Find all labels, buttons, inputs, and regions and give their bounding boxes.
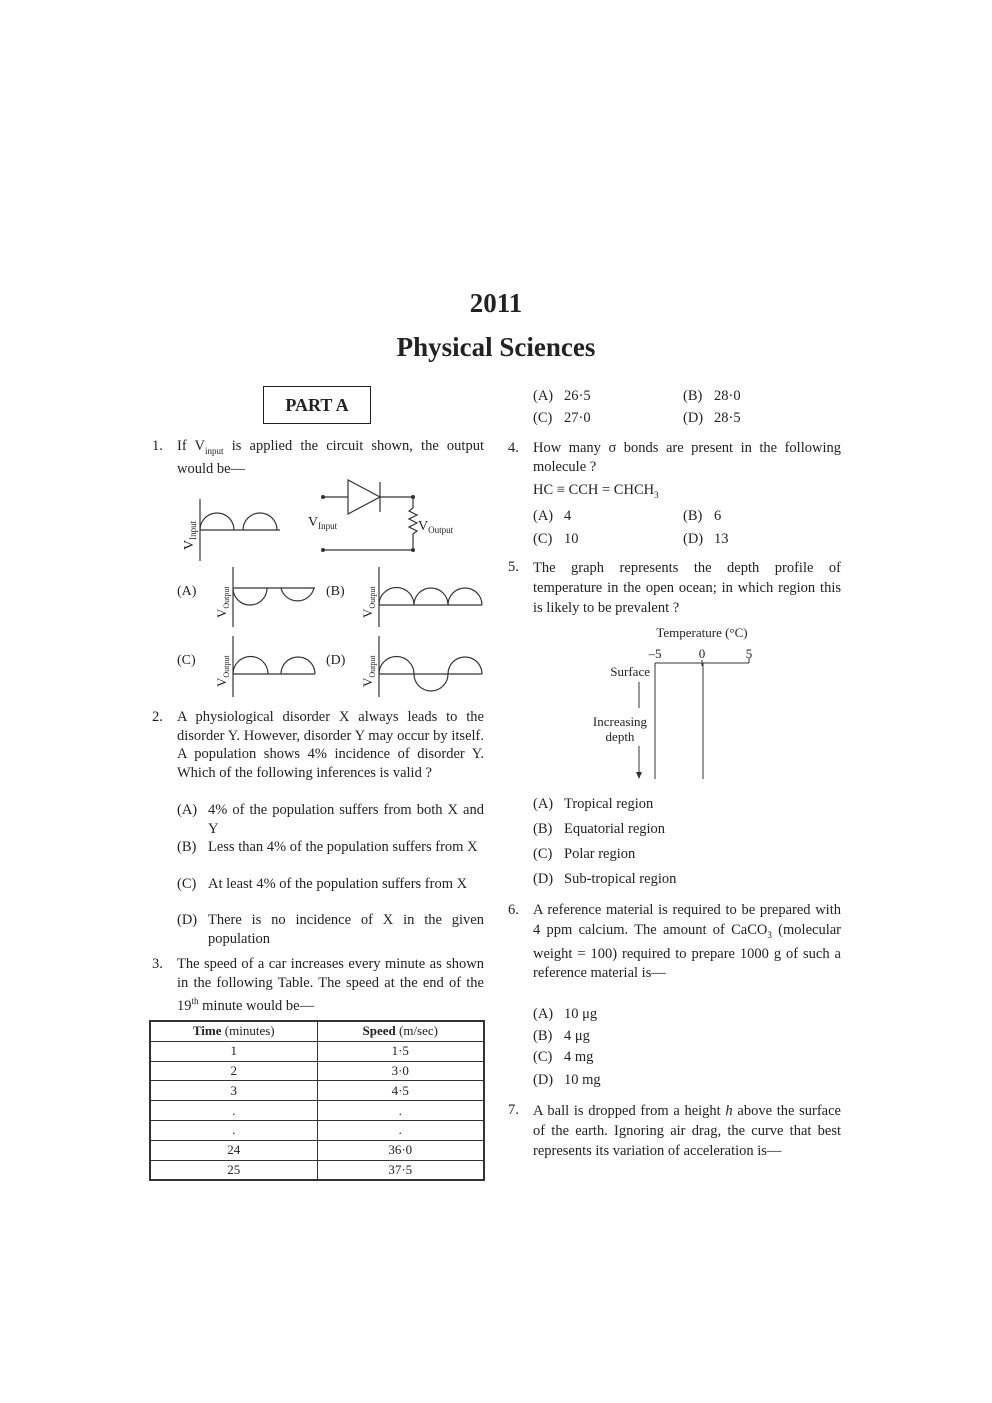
v-input-label: $V_{Input}$ — [308, 515, 338, 531]
question-number: 7. — [508, 1102, 519, 1118]
table-row: 3 4·5 — [150, 1081, 484, 1101]
question-number: 6. — [508, 902, 519, 918]
option-c[interactable] — [177, 875, 484, 894]
option-a[interactable]: (A) Tropical region — [533, 796, 654, 812]
option-text: Less than 4% of the population suffers from X — [208, 839, 478, 855]
col-speed: Speed (m/sec) — [317, 1021, 484, 1041]
tick-label: 0 — [698, 646, 706, 661]
v-output-axis-label: $V_{Output}$ — [214, 655, 231, 687]
tick-label: 5 — [745, 646, 753, 661]
depth-arrow-icon — [636, 772, 642, 779]
v-output-axis-label: $V_{Output}$ — [360, 586, 377, 618]
circuit-diagram — [150, 470, 490, 700]
option-c[interactable]: (C) 10 — [533, 531, 579, 547]
option-a[interactable]: (A) 10 μg — [533, 1006, 598, 1022]
speed-table — [149, 1020, 485, 1181]
question-number: 3. — [152, 956, 163, 972]
option-d-label: (D) — [326, 653, 346, 668]
option-d[interactable]: (D) 13 — [683, 531, 729, 547]
table-row: 1 1·5 — [150, 1041, 484, 1061]
depth-label: depth — [605, 729, 635, 744]
question-number: 1. — [152, 438, 163, 454]
question-number: 5. — [508, 559, 519, 575]
option-text: There is no incidence of X in the given population — [208, 912, 484, 947]
part-label: PART A — [263, 386, 371, 424]
text: minute would be— — [198, 997, 315, 1014]
option-c-label: (C) — [177, 653, 196, 668]
option-letter: (B) — [177, 839, 197, 855]
molecule-formula: HC ≡ CCH = $CHCH_3$ — [533, 482, 659, 500]
option-d[interactable]: (D) Sub-tropical region — [533, 871, 677, 887]
option-letter: (D) — [177, 912, 198, 928]
option-b[interactable] — [177, 838, 484, 857]
question-5-text: The graph represents the depth profile of temperature in the open ocean; in which region this is likely to be prevalent ? — [533, 560, 841, 616]
question-2-text: A physiological disorder X always leads to the disorder Y. However, disorder Y may occur by itself. A population shows 4% incidence of disorder Y. Which of the following inferences is valid ? — [177, 709, 484, 781]
option-a-label: (A) — [177, 584, 197, 599]
question-6-text: A reference material is required to be prepared with 4 ppm calcium. The amount of CaCO$_3$ (molecular weight = 100) required to prepare 1000 g of such a reference material is— — [533, 902, 841, 982]
option-text: 4% of the population suffers from both X and Y — [208, 802, 484, 837]
table-header — [150, 1021, 484, 1041]
option-a[interactable]: (A) 4 — [533, 508, 572, 524]
v-output-axis-label: $V_{Output}$ — [214, 586, 231, 618]
table-row: 24 36·0 — [150, 1140, 484, 1160]
question-number: 4. — [508, 440, 519, 456]
question-number: 2. — [152, 709, 163, 725]
option-d[interactable]: (D) 28·5 — [683, 410, 741, 426]
option-b[interactable]: (B) Equatorial region — [533, 821, 666, 837]
option-text: At least 4% of the population suffers from X — [208, 876, 468, 892]
tick-label: –5 — [648, 646, 662, 661]
v-input-axis-label: $V_{Input}$ — [182, 520, 198, 550]
text: is applied the circuit shown, the output would be— — [177, 438, 484, 478]
year-heading: 2011 — [469, 288, 523, 318]
subscript: input — [205, 445, 224, 456]
option-b[interactable]: (B) 4 μg — [533, 1028, 590, 1044]
question-4-text: How many σ bonds are present in the following molecule ? — [533, 440, 841, 475]
option-b[interactable]: (B) 6 — [683, 508, 722, 524]
table-row: 25 37·5 — [150, 1160, 484, 1180]
col-time: Time (minutes) — [150, 1021, 317, 1041]
question-7-text: A ball is dropped from a height h above the surface of the earth. Ignoring air drag, the curve that best represents its variation of acceleration is— — [533, 1103, 841, 1159]
superscript: th — [191, 996, 199, 1006]
surface-label: Surface — [610, 664, 650, 679]
table-row: 2 3·0 — [150, 1061, 484, 1081]
option-c[interactable]: (C) 27·0 — [533, 410, 591, 426]
option-d[interactable]: (D) 10 mg — [533, 1072, 601, 1088]
temperature-depth-graph — [580, 620, 780, 790]
v-output-axis-label: $V_{Output}$ — [360, 655, 377, 687]
option-b-label: (B) — [326, 584, 345, 599]
option-a[interactable]: (A) 26·5 — [533, 388, 591, 404]
graph-title: Temperature (°C) — [656, 625, 748, 640]
option-d[interactable] — [177, 911, 484, 948]
text: If V — [177, 438, 206, 454]
text: The speed of a car increases every minute as shown in the following Table. The speed at the end of the 19 — [177, 956, 484, 1014]
option-b[interactable]: (B) 28·0 — [683, 388, 741, 404]
table-row: . . — [150, 1120, 484, 1140]
option-c[interactable]: (C) 4 mg — [533, 1049, 594, 1065]
v-output-label: $V_{Output}$ — [418, 519, 454, 535]
depth-label: Increasing — [592, 714, 648, 729]
question-3-text — [177, 955, 484, 1015]
option-a[interactable] — [177, 801, 484, 838]
subject-heading: Physical Sciences — [396, 332, 596, 362]
option-letter: (A) — [177, 802, 198, 818]
table-row: . . — [150, 1101, 484, 1121]
option-c[interactable]: (C) Polar region — [533, 846, 636, 862]
option-letter: (C) — [177, 876, 197, 892]
